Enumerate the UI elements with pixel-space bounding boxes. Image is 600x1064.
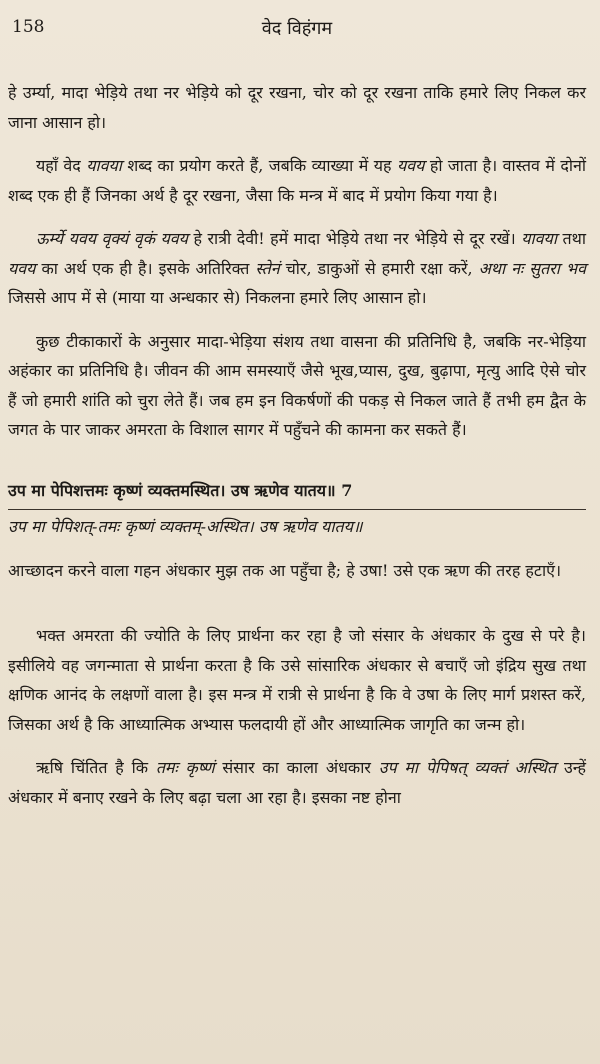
verse-divider (8, 509, 586, 510)
text-run: तथा (556, 229, 586, 248)
text-run: उन्हें अंधकार में बनाए रखने के लिए बढ़ा चला आ रहा है। इसका नष्ट होना (8, 758, 586, 807)
italic-term: यवय (396, 156, 425, 175)
italic-term: तमः कृष्णं (155, 758, 215, 777)
italic-term: यावया (86, 156, 122, 175)
page-number: 158 (12, 17, 45, 37)
italic-term: यावया (521, 229, 557, 248)
body-text (8, 78, 586, 812)
text-run: संसार का काला अंधकार (214, 758, 379, 777)
italic-term: स्तेनं (255, 258, 280, 278)
italic-term: उप मा पेपिषत् व्यक्तं अस्थित (378, 758, 557, 777)
text-run: ऋषि चिंतित है कि (36, 758, 156, 777)
text-run: हे रात्री देवी! हमें मादा भेड़िये तथा नर भेड़िये से दूर रखें। (187, 229, 522, 248)
text-run: चोर, डाकुओं से हमारी रक्षा करें, (279, 258, 479, 278)
italic-term: यवय (8, 258, 36, 278)
paragraph-6: भक्त अमरता की ज्योति के लिए प्रार्थना कर रहा है जो संसार के अंधकार के दुख से परे है। इसीलिये वह जगन्माता से प्रार्थना करता है कि उसे सांसारिक अंधकार से बचाएँ जो इंद्रिय सुख तथा क्षणिक आनंद के लक्षणों वाला है। इस मन्त्र में रात्री से प्रार्थना है कि वे उषा के लिए मार्ग प्रशस्त करें, जिसका अर्थ है कि आध्यात्मिक अभ्यास फलदायी हों और आध्यात्मिक जागृति का जन्म हो। (8, 626, 586, 734)
paragraph-3 (8, 224, 586, 313)
paragraph-4: कुछ टीकाकारों के अनुसार मादा-भेड़िया संशय तथा वासना की प्रतिनिधि है, जबकि नर-भेड़िया अहंकार का प्रतिनिधि है। जीवन की आम समस्याएँ जैसे भूख,प्यास, दुख, बुढ़ापा, मृत्यु आदि ऐसे चोर हैं जो हमारी शांति को चुरा लेते हैं। जब हम इन विकर्षणों की पकड़ से निकल जाते हैं तभी हम द्वैत के जगत के पार जाकर अमरता के विशाल सागर में पहुँचने की कामना कर सकते हैं। (8, 331, 586, 439)
text-run: जिससे आप में से (माया या अन्धकार से) निकलना हमारे लिए आसान हो। (8, 288, 427, 307)
text-run: शब्द का प्रयोग करते हैं, जबकि व्याख्या में यह (121, 156, 397, 175)
page-header (8, 0, 586, 50)
paragraph-5: आच्छादन करने वाला गहन अंधकार मुझ तक आ पहुँचा है; हे उषा! उसे एक ऋण की तरह हटाएँ। (8, 560, 562, 580)
text-run: हो जाता है। वास्तव में दोनों शब्द एक ही हैं जिनका अर्थ है दूर रखना, जैसा कि मन्त्र में बाद में प्रयोग किया गया है। (8, 156, 587, 205)
paragraph-7 (8, 753, 586, 812)
paragraph-2 (8, 151, 586, 210)
italic-term: ऊर्म्ये यवय वृक्यं वृकं यवय (36, 229, 188, 248)
verse-line: उप मा पेपिशत्तमः कृष्णं व्यक्तमस्थित। उष ऋणेव यातय॥ 7 (8, 480, 353, 500)
running-title: वेद विहंगम (261, 18, 333, 39)
verse-transliteration: उप मा पेपिशत्-तमः कृष्णं व्यक्तम्-अस्थित। उष ऋणेव यातय॥ (8, 517, 363, 536)
italic-term: अथा नः सुतरा भव (478, 258, 586, 278)
text-run: यहाँ वेद (36, 156, 87, 175)
text-run: का अर्थ एक ही है। इसके अतिरिक्त (35, 258, 256, 278)
paragraph-1: हे उर्म्या, मादा भेड़िये तथा नर भेड़िये को दूर रखना, चोर को दूर रखना ताकि हमारे लिए निकल कर जाना आसान हो। (8, 83, 586, 132)
